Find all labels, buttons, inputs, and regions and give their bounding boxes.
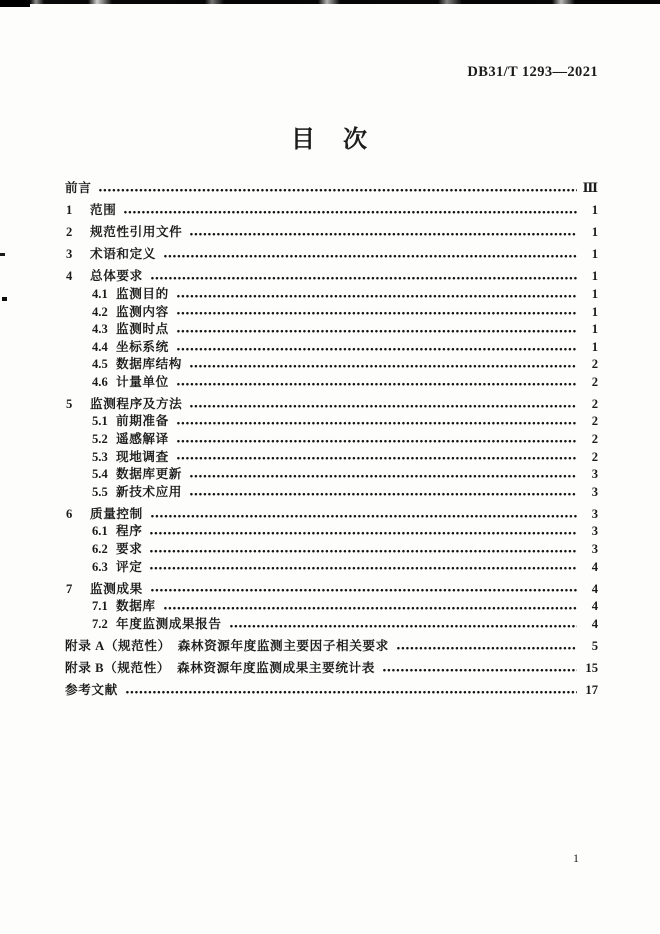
toc-entry	[65, 523, 598, 541]
toc-entry-number: 5.1	[92, 414, 108, 429]
toc-entry	[65, 202, 598, 220]
toc-entry-label: 监测程序及方法	[90, 396, 183, 411]
toc-entry-label: 监测时点	[116, 322, 169, 337]
toc-entry	[65, 484, 598, 502]
toc-entry-page: 3	[591, 524, 598, 539]
dot-leader-icon	[230, 624, 577, 629]
toc-entry-page: 5	[591, 638, 598, 653]
toc-entry-page: 3	[591, 542, 598, 557]
toc-entry	[65, 449, 598, 467]
dot-leader-icon	[190, 364, 577, 369]
toc-entry-page: 4	[591, 599, 598, 614]
toc-entry-page: 17	[585, 682, 598, 697]
footer-page-number: 1	[573, 851, 579, 865]
dot-leader-icon	[164, 254, 577, 259]
toc-entry-number: 5.5	[92, 484, 108, 499]
page-title: 目 次	[291, 127, 369, 153]
toc-entry	[65, 304, 598, 322]
dot-leader-icon	[397, 646, 577, 651]
toc-entry-number: 4.1	[92, 286, 108, 301]
dot-leader-icon	[151, 514, 577, 519]
toc-entry-label: 程序	[116, 524, 143, 539]
toc-entry-label: 附录 A（规范性） 森林资源年度监测主要因子相关要求	[65, 638, 389, 653]
toc-entry-label: 前期准备	[116, 414, 169, 429]
toc-entry-number: 4.4	[92, 339, 108, 354]
toc-list	[65, 176, 598, 699]
toc-entry-page: 3	[591, 484, 598, 499]
dot-leader-icon	[177, 347, 577, 352]
toc-entry-label: 年度监测成果报告	[116, 616, 222, 631]
toc-entry	[65, 339, 598, 357]
toc-entry-label: 数据库	[116, 599, 156, 614]
dot-leader-icon	[126, 690, 577, 695]
toc-entry-number: 5.4	[92, 467, 108, 482]
toc-entry-label: 坐标系统	[116, 339, 169, 354]
toc-entry-page: 1	[591, 247, 598, 262]
toc-entry-label: 监测目的	[116, 286, 169, 301]
toc-entry	[65, 246, 598, 264]
dot-leader-icon	[190, 492, 577, 497]
toc-entry-number: 6.1	[92, 524, 108, 539]
dot-leader-icon	[164, 606, 577, 611]
dot-leader-icon	[177, 311, 577, 316]
toc-entry-page: 2	[591, 374, 598, 389]
toc-entry-number: 4.3	[92, 322, 108, 337]
dot-leader-icon	[177, 421, 577, 426]
dot-leader-icon	[177, 329, 577, 334]
toc-entry	[65, 559, 598, 577]
toc-entry-page: 4	[591, 581, 598, 596]
toc-entry-page: 1	[591, 225, 598, 240]
toc-entry	[65, 268, 598, 286]
dot-leader-icon	[177, 456, 577, 461]
toc-entry	[65, 581, 598, 599]
toc-entry-page: 4	[591, 559, 598, 574]
toc-entry-label: 附录 B（规范性） 森林资源年度监测成果主要统计表	[65, 660, 375, 675]
toc-entry-number: 7.1	[92, 599, 108, 614]
toc-entry-label: 新技术应用	[116, 484, 182, 499]
toc-entry-number: 7	[66, 581, 73, 596]
standard-code: DB31/T 1293—2021	[467, 64, 598, 80]
toc-entry-page: 2	[591, 432, 598, 447]
toc-entry-label: 监测成果	[90, 581, 143, 596]
toc-entry-label: 数据库更新	[116, 467, 182, 482]
toc-entry	[65, 396, 598, 414]
toc-entry	[65, 431, 598, 449]
toc-entry-number: 2	[66, 225, 73, 240]
scan-artifact-blob	[0, 0, 30, 7]
dot-leader-icon	[124, 210, 577, 215]
toc-entry-number: 6.3	[92, 559, 108, 574]
toc-entry	[65, 598, 598, 616]
toc-entry-number: 6	[66, 506, 73, 521]
dot-leader-icon	[151, 588, 577, 593]
dot-leader-icon	[190, 232, 577, 237]
toc-entry-page: 2	[591, 396, 598, 411]
dot-leader-icon	[177, 382, 577, 387]
toc-entry-page: 1	[591, 304, 598, 319]
toc-entry-page: 2	[591, 357, 598, 372]
toc-entry-page: 1	[591, 322, 598, 337]
toc-entry-label: 遥感解译	[116, 432, 169, 447]
dot-leader-icon	[150, 531, 577, 536]
toc-entry-number: 5.3	[92, 449, 108, 464]
toc-entry-page: 1	[591, 286, 598, 301]
toc-entry	[65, 660, 598, 678]
dot-leader-icon	[150, 566, 577, 571]
toc-entry-label: 要求	[116, 542, 143, 557]
toc-entry	[65, 356, 598, 374]
toc-entry-label: 范围	[90, 203, 117, 218]
dot-leader-icon	[190, 404, 577, 409]
toc-entry	[65, 541, 598, 559]
toc-entry	[65, 224, 598, 242]
toc-entry-number: 5.2	[92, 432, 108, 447]
toc-entry-label: 数据库结构	[116, 357, 182, 372]
toc-entry	[65, 180, 598, 198]
dot-leader-icon	[151, 276, 577, 281]
toc-entry	[65, 286, 598, 304]
toc-entry	[65, 682, 598, 700]
toc-entry-page: 1	[591, 339, 598, 354]
toc-entry	[65, 506, 598, 524]
toc-entry	[65, 374, 598, 392]
toc-entry-number: 3	[66, 247, 73, 262]
toc-entry	[65, 413, 598, 431]
dot-leader-icon	[99, 188, 577, 193]
toc-entry-label: 计量单位	[116, 374, 169, 389]
toc-entry	[65, 638, 598, 656]
toc-entry-label: 参考文献	[65, 682, 118, 697]
toc-entry-page: 15	[585, 660, 598, 675]
toc-entry	[65, 466, 598, 484]
toc-entry-number: 4.2	[92, 304, 108, 319]
dot-leader-icon	[190, 474, 577, 479]
toc-entry-label: 监测内容	[116, 304, 169, 319]
toc-entry-label: 规范性引用文件	[90, 225, 183, 240]
toc-entry	[65, 321, 598, 339]
toc-entry-number: 4.6	[92, 374, 108, 389]
toc-entry-number: 7.2	[92, 616, 108, 631]
toc-entry-number: 4	[66, 269, 73, 284]
dot-leader-icon	[177, 294, 577, 299]
toc-entry-page: 2	[591, 449, 598, 464]
toc-entry-number: 1	[66, 203, 73, 218]
toc-entry-page: Ⅲ	[582, 181, 598, 196]
scan-artifact-strip	[0, 0, 660, 4]
toc-entry-label: 前言	[65, 181, 92, 196]
scan-speck	[0, 253, 5, 256]
toc-entry-number: 5	[66, 396, 73, 411]
toc-entry-number: 6.2	[92, 542, 108, 557]
toc-entry-page: 3	[591, 506, 598, 521]
toc-entry-label: 质量控制	[90, 506, 143, 521]
scan-speck	[2, 297, 7, 301]
dot-leader-icon	[150, 549, 577, 554]
toc-entry-page: 1	[591, 203, 598, 218]
toc-entry-label: 评定	[116, 559, 143, 574]
toc-entry-page: 1	[591, 269, 598, 284]
toc-entry-number: 4.5	[92, 357, 108, 372]
dot-leader-icon	[177, 439, 577, 444]
toc-entry-page: 3	[591, 467, 598, 482]
toc-entry-page: 2	[591, 414, 598, 429]
toc-entry-label: 术语和定义	[90, 247, 156, 262]
dot-leader-icon	[383, 668, 577, 673]
toc-entry-label: 总体要求	[90, 269, 143, 284]
toc-entry-page: 4	[591, 616, 598, 631]
toc-entry-label: 现地调查	[116, 449, 169, 464]
toc-entry	[65, 616, 598, 634]
